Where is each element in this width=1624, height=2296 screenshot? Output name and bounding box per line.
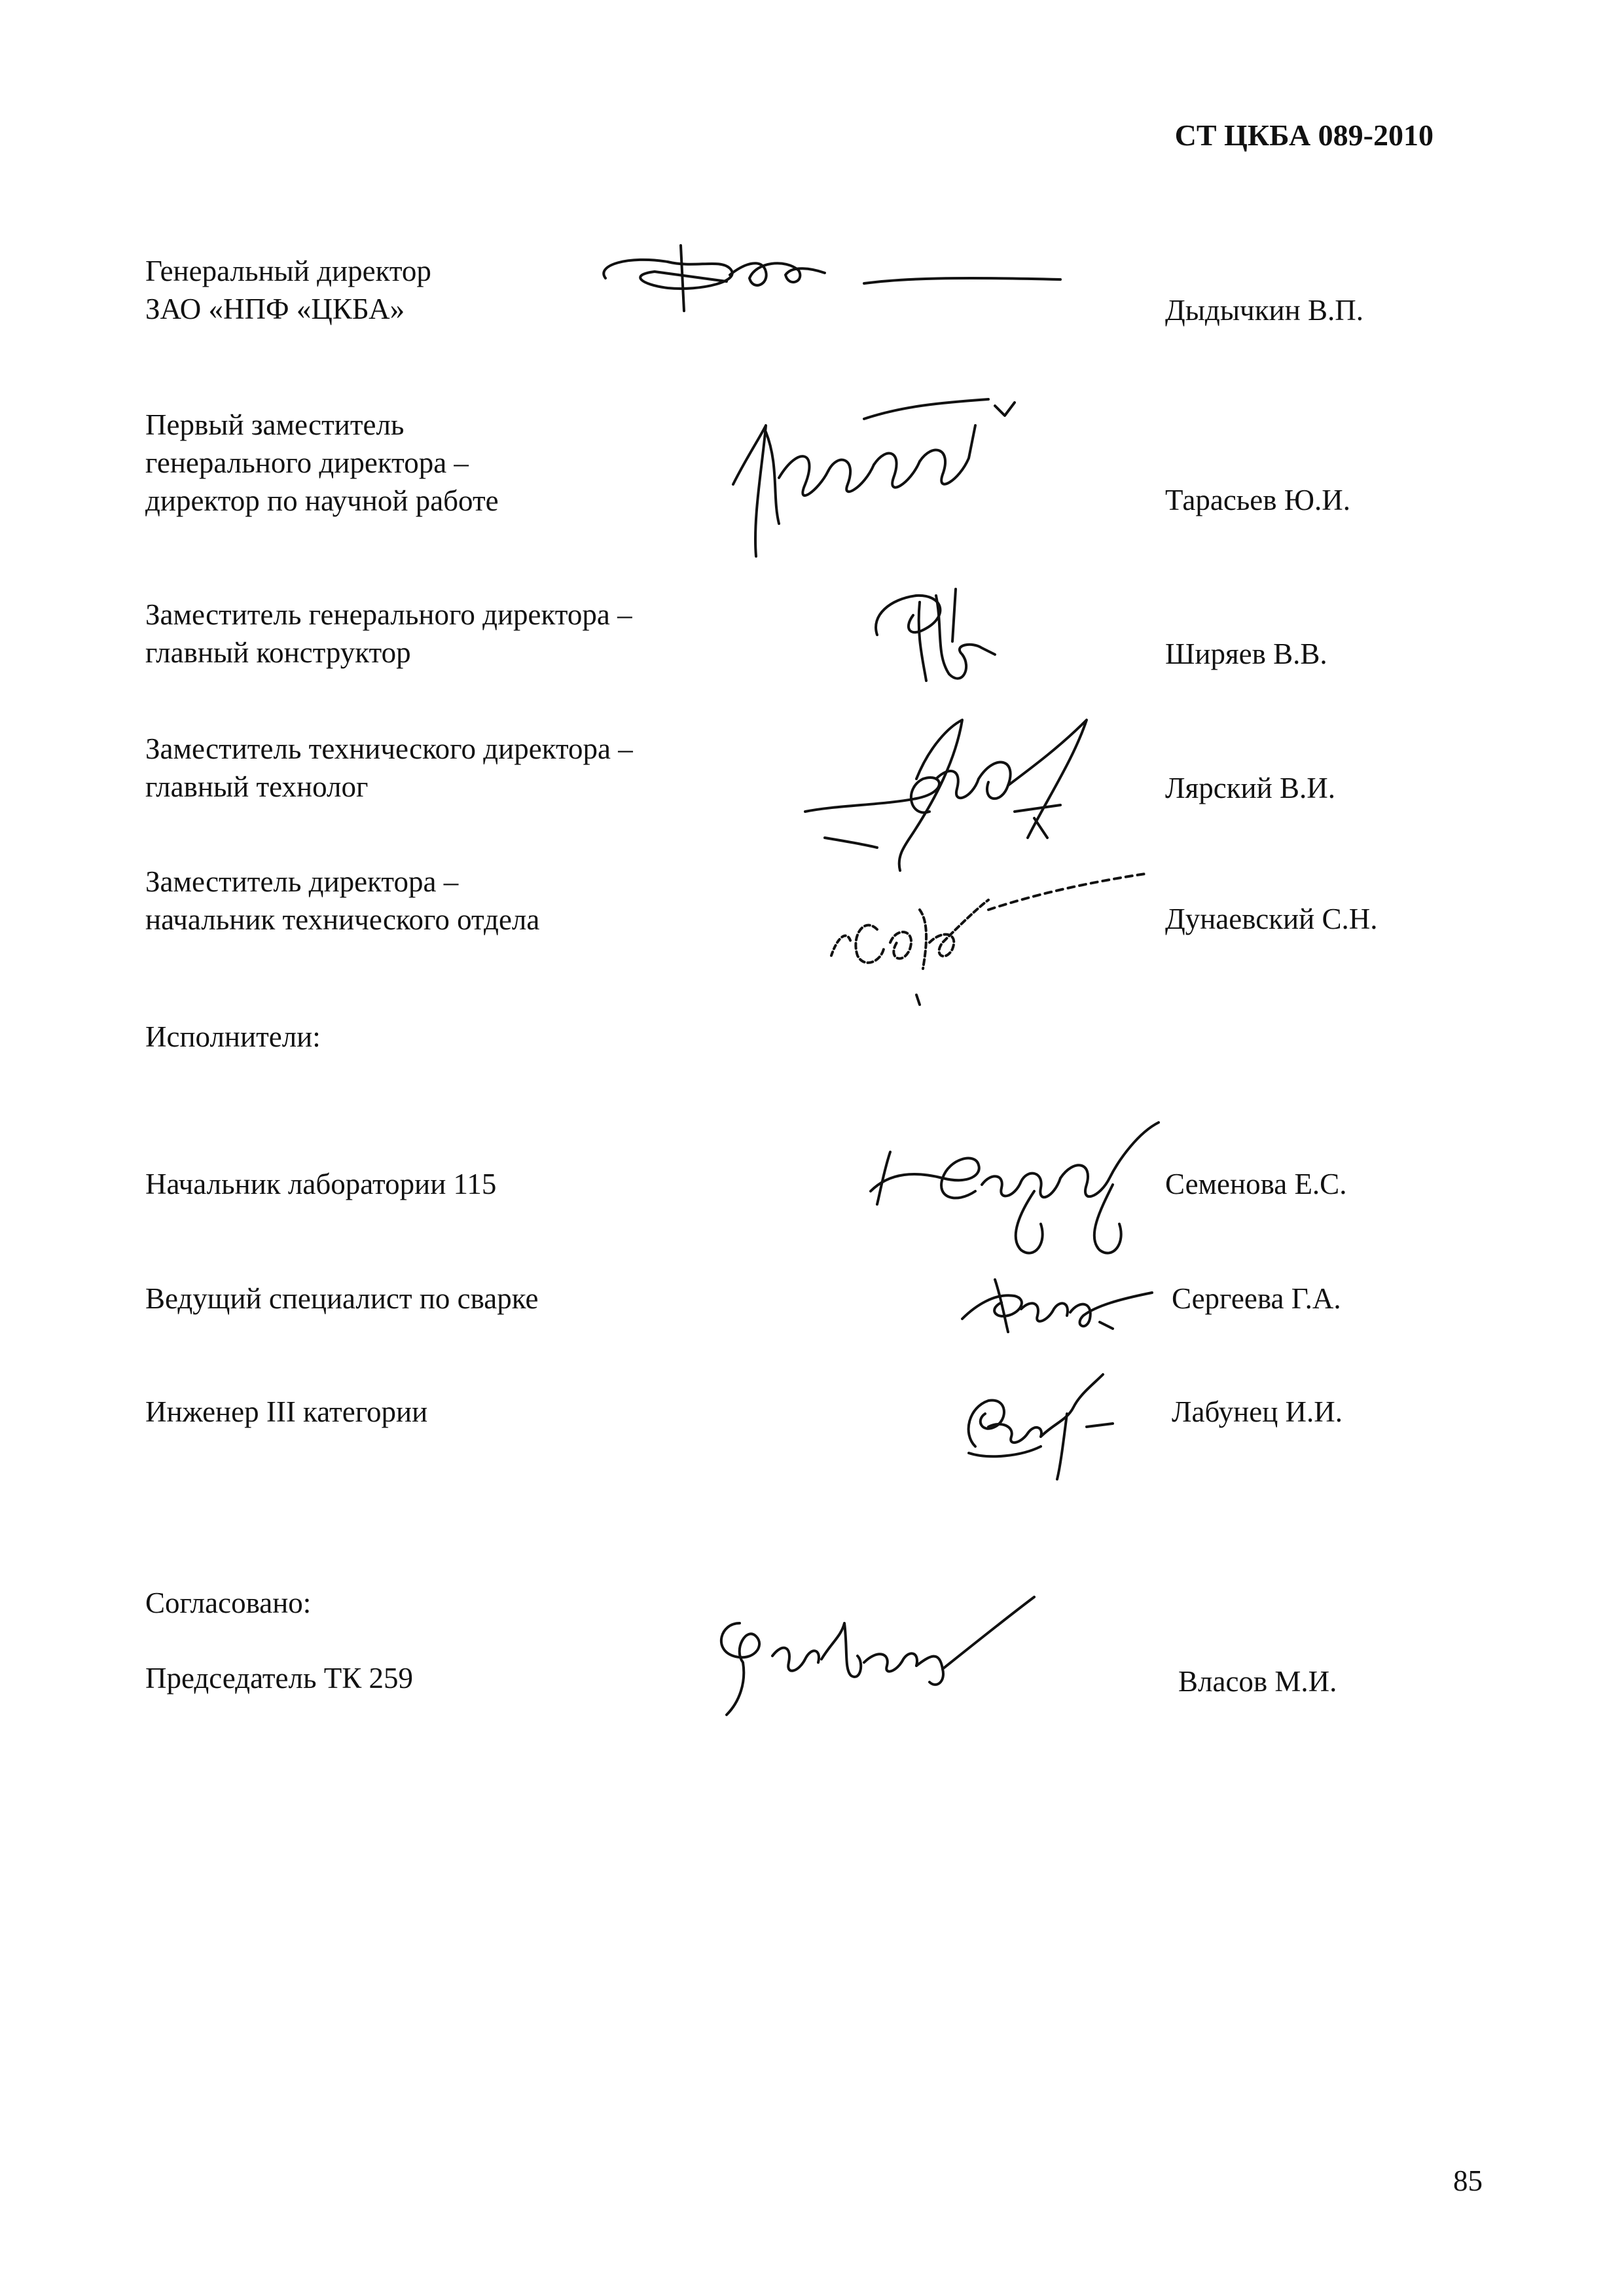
position-line: Заместитель технического директора –	[145, 732, 633, 765]
position-line: главный технолог	[145, 770, 369, 803]
position-line: Инженер III категории	[145, 1395, 428, 1428]
position-line: ЗАО «НПФ «ЦКБА»	[145, 293, 405, 325]
position-line: начальник технического отдела	[145, 903, 540, 936]
signatory-name: Лярский В.И.	[1165, 772, 1335, 804]
position-line: директор по научной работе	[145, 484, 499, 517]
position-line: главный конструктор	[145, 636, 411, 669]
executors-heading: Исполнители:	[145, 1020, 321, 1053]
executor-position	[145, 1393, 427, 1431]
signature-image	[694, 1584, 1047, 1728]
signatory-position	[145, 730, 633, 806]
signatory-name: Тарасьев Ю.И.	[1165, 484, 1351, 516]
position-line: генерального директора –	[145, 446, 469, 479]
page-number: 85	[1453, 2164, 1483, 2197]
approval-name: Власов М.И.	[1178, 1665, 1337, 1698]
signature-image	[589, 232, 1087, 331]
approval-position	[145, 1659, 413, 1697]
signature-image	[707, 386, 1034, 576]
signatory-position	[145, 406, 499, 520]
position-line: Начальник лаборатории 115	[145, 1168, 497, 1200]
signatory-name: Дунаевский С.Н.	[1165, 903, 1378, 935]
signature-image	[949, 1260, 1165, 1345]
signature-image	[785, 707, 1113, 890]
position-line: Заместитель генерального директора –	[145, 598, 632, 631]
signature-image	[851, 1113, 1178, 1276]
document-code: СТ ЦКБА 089-2010	[1174, 118, 1434, 152]
approval-heading: Согласовано:	[145, 1587, 312, 1619]
executor-position	[145, 1165, 496, 1203]
executor-name: Лабунец И.И.	[1172, 1395, 1343, 1428]
signature-image	[936, 1361, 1132, 1492]
signature-image	[818, 870, 1159, 1014]
position-line: Заместитель директора –	[145, 865, 459, 898]
signatory-name: Дыдычкин В.П.	[1165, 294, 1363, 327]
position-line: Генеральный директор	[145, 255, 431, 287]
signatory-position	[145, 863, 539, 939]
signatory-position	[145, 252, 431, 328]
executor-name: Семенова Е.С.	[1165, 1168, 1347, 1200]
executor-position	[145, 1280, 539, 1318]
position-line: Председатель ТК 259	[145, 1662, 413, 1695]
position-line: Ведущий специалист по сварке	[145, 1282, 539, 1315]
signatory-position	[145, 596, 632, 672]
position-line: Первый заместитель	[145, 408, 405, 441]
executor-name: Сергеева Г.А.	[1172, 1282, 1341, 1315]
signatory-name: Ширяев В.В.	[1165, 637, 1327, 670]
signature-image	[857, 576, 1028, 694]
